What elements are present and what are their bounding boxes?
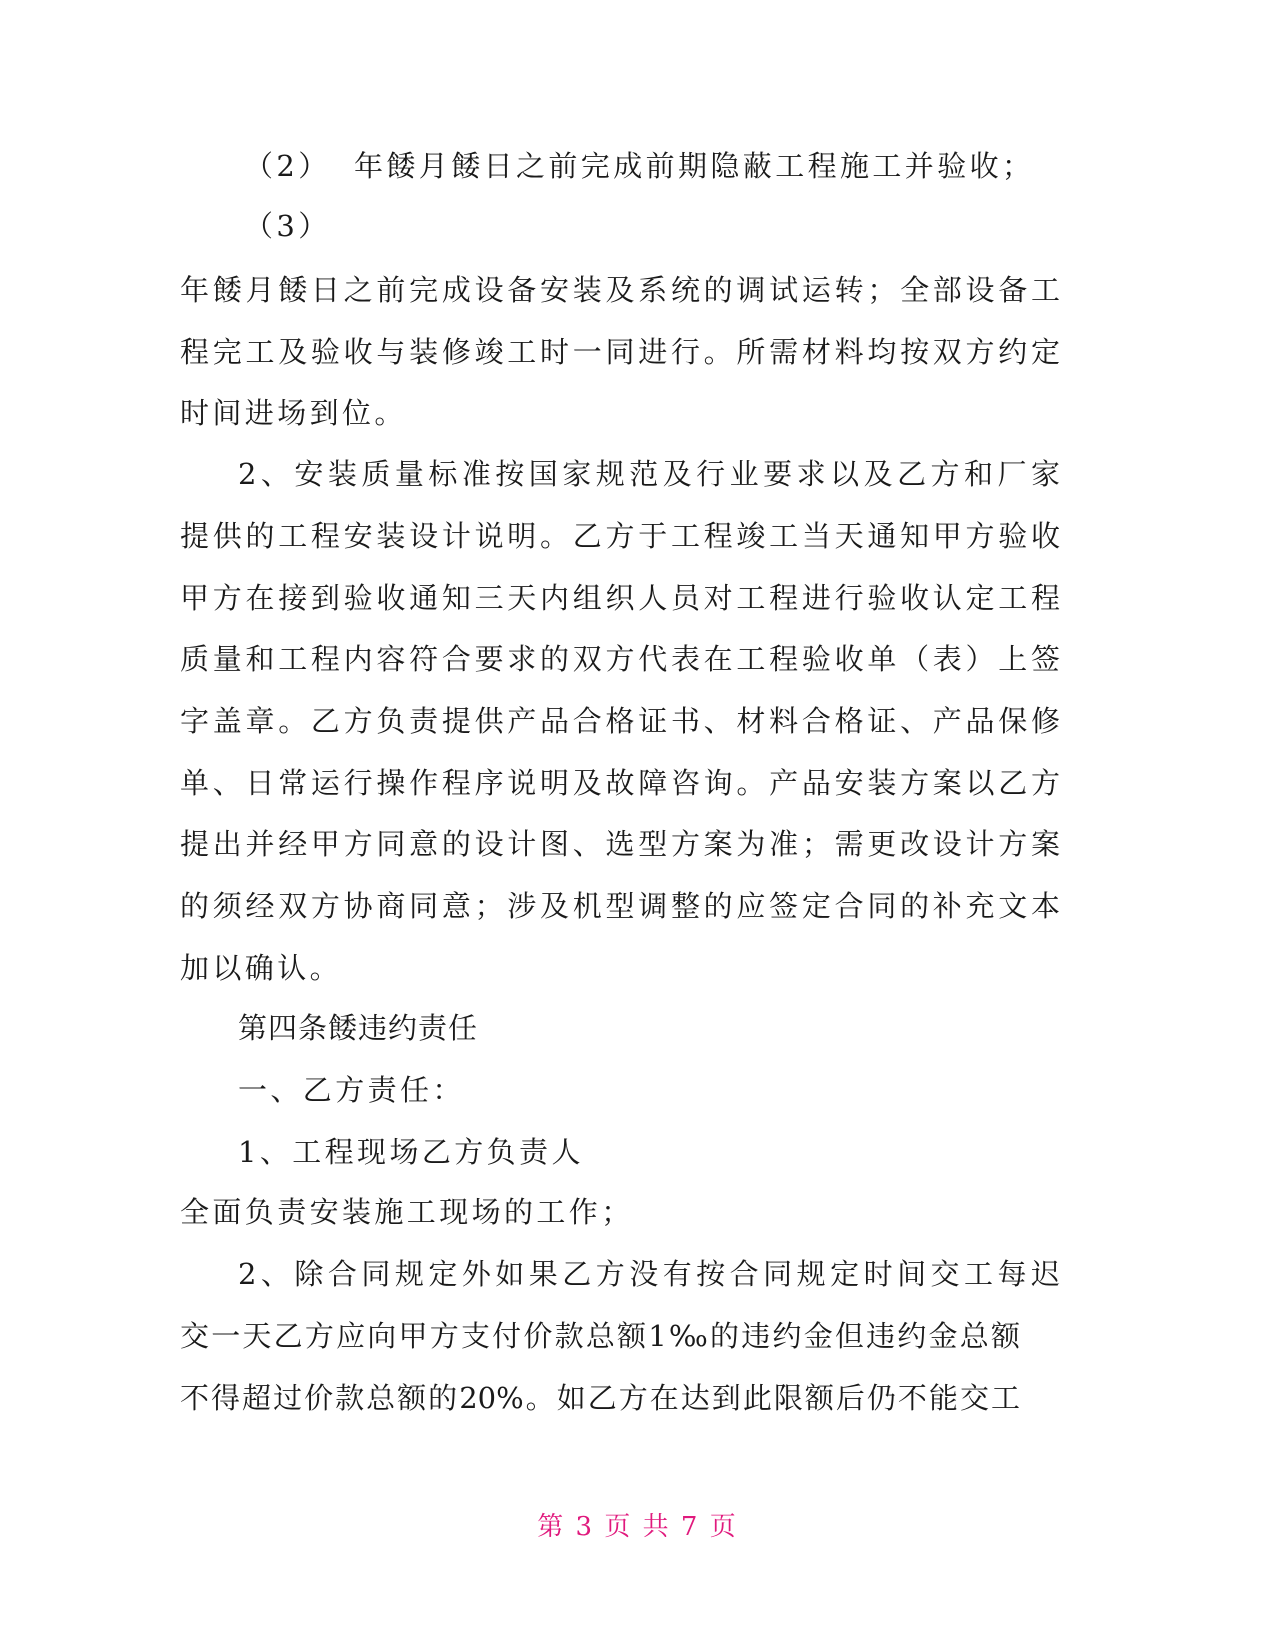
paragraph-line: 年餧月餧日之前完成设备安装及系统的调试运转；全部设备工: [180, 273, 1060, 307]
paragraph-line: 加以确认。: [180, 951, 343, 985]
paragraph-line: 2、安装质量标准按国家规范及行业要求以及乙方和厂家: [238, 457, 1060, 491]
paragraph-line: 不得超过价款总额的20%。如乙方在达到此限额后仍不能交工: [180, 1381, 1020, 1415]
section-heading: 第四条餧违约责任: [238, 1011, 479, 1045]
paragraph-line: 的须经双方协商同意；涉及机型调整的应签定合同的补充文本: [180, 889, 1060, 923]
list-number: （2）: [244, 149, 331, 183]
paragraph-line: 质量和工程内容符合要求的双方代表在工程验收单（表）上签: [180, 642, 1060, 676]
paragraph-line: 单、日常运行操作程序说明及故障咨询。产品安装方案以乙方: [180, 766, 1060, 800]
paragraph-line: 提供的工程安装设计说明。乙方于工程竣工当天通知甲方验收: [180, 519, 1060, 553]
paragraph-line: 字盖章。乙方负责提供产品合格证书、材料合格证、产品保修: [180, 704, 1060, 738]
paragraph-line: 交一天乙方应向甲方支付价款总额1‰的违约金但违约金总额: [180, 1319, 1020, 1353]
paragraph-line: 程完工及验收与装修竣工时一同进行。所需材料均按双方约定: [180, 335, 1060, 369]
paragraph-line: 时间进场到位。: [180, 396, 407, 430]
paragraph-line: 2、除合同规定外如果乙方没有按合同规定时间交工每迟: [238, 1257, 1060, 1291]
paragraph-line: 1、工程现场乙方负责人: [238, 1135, 584, 1169]
paragraph-line: 甲方在接到验收通知三天内组织人员对工程进行验收认定工程: [180, 581, 1060, 615]
paragraph-line: 提出并经甲方同意的设计图、选型方案为准；需更改设计方案: [180, 827, 1060, 861]
paragraph-line: [244, 143, 1104, 189]
line-text: 年餧月餧日之前完成前期隐蔽工程施工并验收；: [354, 149, 1035, 183]
paragraph-line: 全面负责安装施工现场的工作；: [180, 1195, 634, 1229]
page-number-footer: 第 3 页 共 7 页: [537, 1512, 738, 1542]
paragraph-line: （3）: [244, 209, 331, 243]
subsection-heading: 一、乙方责任：: [238, 1073, 465, 1107]
